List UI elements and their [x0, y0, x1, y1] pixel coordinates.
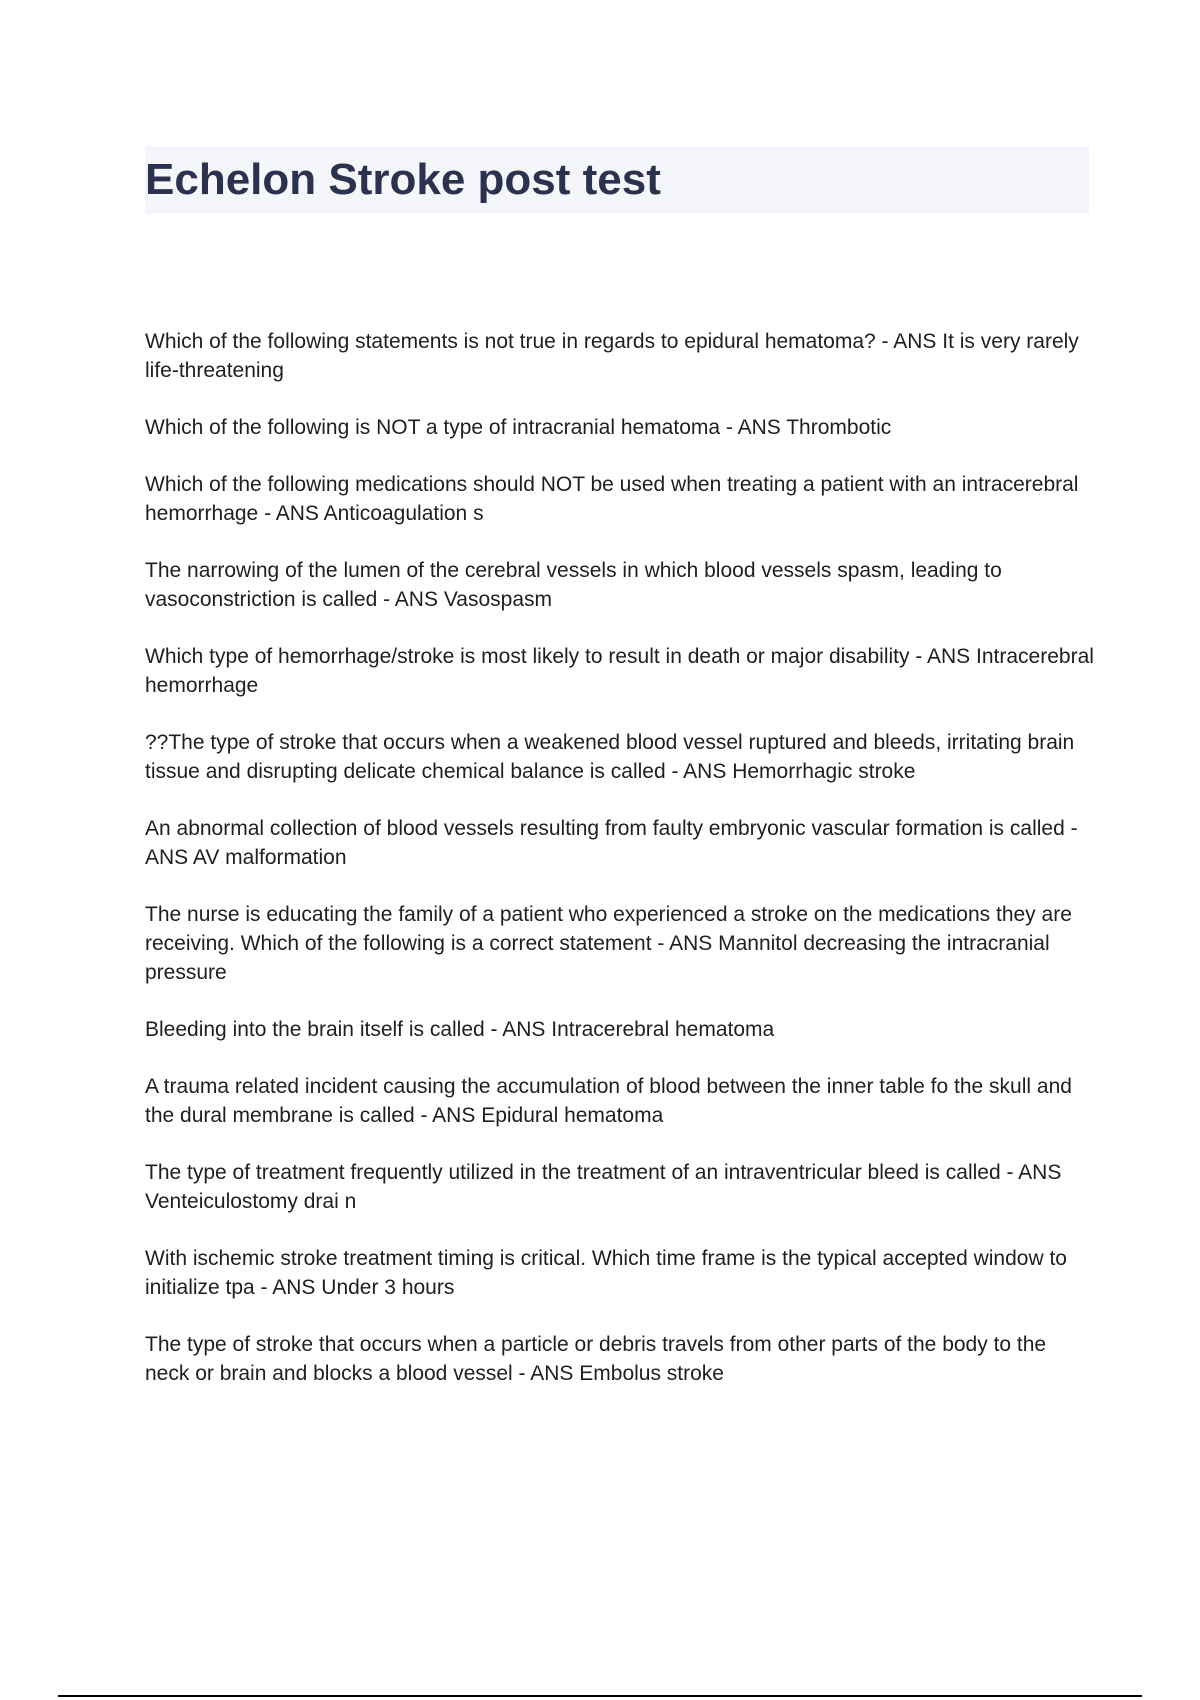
answer-text: It is very rarely life-threatening: [145, 330, 1085, 382]
answer-marker: ANS: [669, 932, 713, 955]
answer-text: Intracerebral hematoma: [551, 1018, 775, 1041]
answer-marker: ANS: [432, 1104, 476, 1127]
qa-item: [145, 814, 1095, 872]
qa-item: [145, 900, 1095, 987]
question-text: Which of the following medications should NOT be used when treating a patient with an intracerebral hemorrhage -: [145, 473, 1085, 525]
qa-item: [145, 1158, 1095, 1216]
qa-item: [145, 1330, 1095, 1388]
qa-item: [145, 556, 1095, 614]
qa-list: [145, 327, 1100, 1416]
qa-item: [145, 642, 1100, 700]
qa-item: [145, 1244, 1095, 1302]
question-text: An abnormal collection of blood vessels resulting from faulty embryonic vascular formation is called -: [145, 817, 1078, 840]
qa-item: [145, 1072, 1095, 1130]
qa-item: [145, 413, 1095, 442]
qa-item: [145, 1015, 1095, 1044]
question-text: Which of the following is NOT a type of intracranial hematoma -: [145, 416, 733, 439]
question-text: ??The type of stroke that occurs when a weakened blood vessel ruptured and bleeds, irritating brain tissue and disrupting delicate chemical balance is called -: [145, 731, 1081, 783]
question-text: Bleeding into the brain itself is called -: [145, 1018, 498, 1041]
answer-text: Epidural hematoma: [481, 1104, 664, 1127]
answer-marker: ANS: [893, 330, 937, 353]
question-text: Which type of hemorrhage/stroke is most likely to result in death or major disability -: [145, 645, 923, 668]
answer-marker: ANS: [502, 1018, 546, 1041]
answer-text: Embolus stroke: [579, 1362, 724, 1385]
answer-text: Mannitol decreasing the intracranial pressure: [145, 932, 1056, 984]
answer-marker: ANS: [272, 1276, 316, 1299]
answer-text: Under 3 hours: [321, 1276, 455, 1299]
question-text: Which of the following statements is not true in regards to epidural hematoma? -: [145, 330, 889, 353]
answer-text: Intracerebral hemorrhage: [145, 645, 1100, 697]
answer-text: Venteiculostomy drai n: [145, 1190, 357, 1213]
question-text: The narrowing of the lumen of the cerebral vessels in which blood vessels spasm, leading to vasoconstriction is called -: [145, 559, 1008, 611]
answer-marker: ANS: [737, 416, 781, 439]
question-text: With ischemic stroke treatment timing is critical. Which time frame is the typical accepted window to initialize tpa -: [145, 1247, 1073, 1299]
document-title: Echelon Stroke post test: [145, 155, 661, 204]
qa-item: [145, 470, 1095, 528]
question-text: The nurse is educating the family of a patient who experienced a stroke on the medications they are receiving. Which of the following is a correct statement -: [145, 903, 1078, 955]
qa-item: [145, 327, 1095, 385]
answer-marker: ANS: [683, 760, 727, 783]
answer-marker: ANS: [145, 846, 189, 869]
answer-text: AV malformation: [192, 846, 347, 869]
title-band: [145, 146, 1089, 214]
qa-item: [145, 728, 1095, 786]
answer-marker: ANS: [394, 588, 438, 611]
page-bottom-rule: [58, 1695, 1142, 1697]
question-text: The type of treatment frequently utilized in the treatment of an intraventricular bleed is called -: [145, 1161, 1014, 1184]
answer-text: Hemorrhagic stroke: [732, 760, 916, 783]
answer-marker: ANS: [275, 502, 319, 525]
answer-marker: ANS: [927, 645, 971, 668]
answer-text: Vasospasm: [443, 588, 552, 611]
answer-text: Thrombotic: [786, 416, 892, 439]
answer-marker: ANS: [1018, 1161, 1062, 1184]
answer-text: Anticoagulation s: [323, 502, 484, 525]
answer-marker: ANS: [530, 1362, 574, 1385]
question-text: The type of stroke that occurs when a particle or debris travels from other parts of the body to the neck or brain and blocks a blood vessel -: [145, 1333, 1052, 1385]
question-text: A trauma related incident causing the accumulation of blood between the inner table fo the skull and the dural membrane is called -: [145, 1075, 1078, 1127]
